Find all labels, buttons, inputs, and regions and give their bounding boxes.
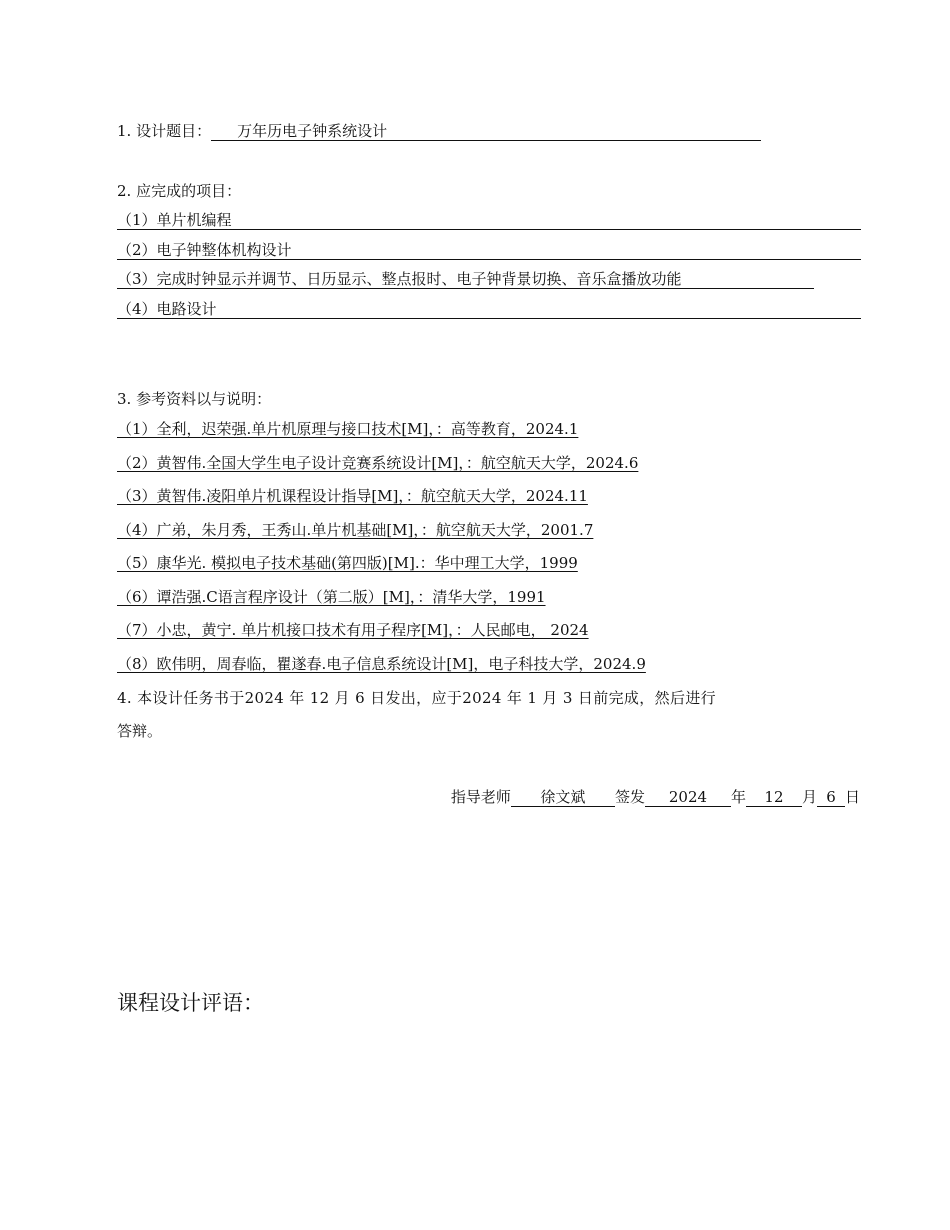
item-4-underline (117, 318, 861, 319)
design-topic-row (117, 121, 761, 141)
items-heading: 2. 应完成的项目： (117, 182, 242, 200)
reference-item: （8）欧伟明，周春临，瞿遂春.电子信息系统设计[M]，电子科技大学，2024.9 (117, 655, 646, 673)
design-topic-label: 1. 设计题目： (117, 122, 212, 140)
reference-item: （2）黄智伟.全国大学生电子设计竞赛系统设计[M]，：航空航天大学，2024.6 (117, 454, 639, 472)
year-unit: 年 (730, 788, 746, 806)
course-comment-title: 课程设计评语： (117, 991, 264, 1015)
item-3-underline (117, 288, 814, 289)
design-topic-value (211, 122, 761, 141)
reference-item: （1）全利，迟荣强.单片机原理与接口技术[M]，：高等教育，2024.1 (117, 420, 579, 438)
issue-day: 6 (817, 788, 845, 807)
month-unit: 月 (801, 788, 817, 806)
reference-item: （7）小忠，黄宁. 单片机接口技术有用子程序[M]，：人民邮电， 2024 (117, 621, 589, 639)
issue-year: 2024 (645, 788, 731, 807)
signature-row (451, 787, 860, 807)
schedule-line-2: 答辩。 (117, 722, 163, 740)
item-3: （3）完成时钟显示并调节、日历显示、整点报时、电子钟背景切换、音乐盒播放功能 (117, 270, 682, 288)
advisor-label: 指导老师 (450, 788, 511, 806)
reference-item: （4）广弟，朱月秀，王秀山.单片机基础[M]，：航空航天大学，2001.7 (117, 521, 594, 539)
references-heading: 3. 参考资料以与说明： (117, 390, 272, 408)
reference-item: （3）黄智伟.凌阳单片机课程设计指导[M]，：航空航天大学，2024.11 (117, 487, 588, 505)
design-topic-text: 万年历电子钟系统设计 (237, 122, 388, 140)
advisor-name: 徐文斌 (511, 788, 615, 807)
schedule-line-1: 4. 本设计任务书于2024 年 12 月 6 日发出，应于2024 年 1 月 3 日前完成，然后进行 (117, 689, 717, 707)
day-unit: 日 (844, 788, 860, 806)
issue-month: 12 (746, 788, 802, 807)
issue-label: 签发 (614, 788, 645, 806)
reference-item: （6）谭浩强.C语言程序设计（第二版）[M]，：清华大学，1991 (117, 588, 546, 606)
item-2-underline (117, 259, 861, 260)
item-4: （4）电路设计 (117, 300, 217, 318)
item-1: （1）单片机编程 (117, 211, 232, 229)
item-2: （2）电子钟整体机构设计 (117, 241, 292, 259)
reference-item: （5）康华光. 模拟电子技术基础(第四版)[M].：华中理工大学，1999 (117, 554, 578, 572)
item-1-underline (117, 229, 861, 230)
